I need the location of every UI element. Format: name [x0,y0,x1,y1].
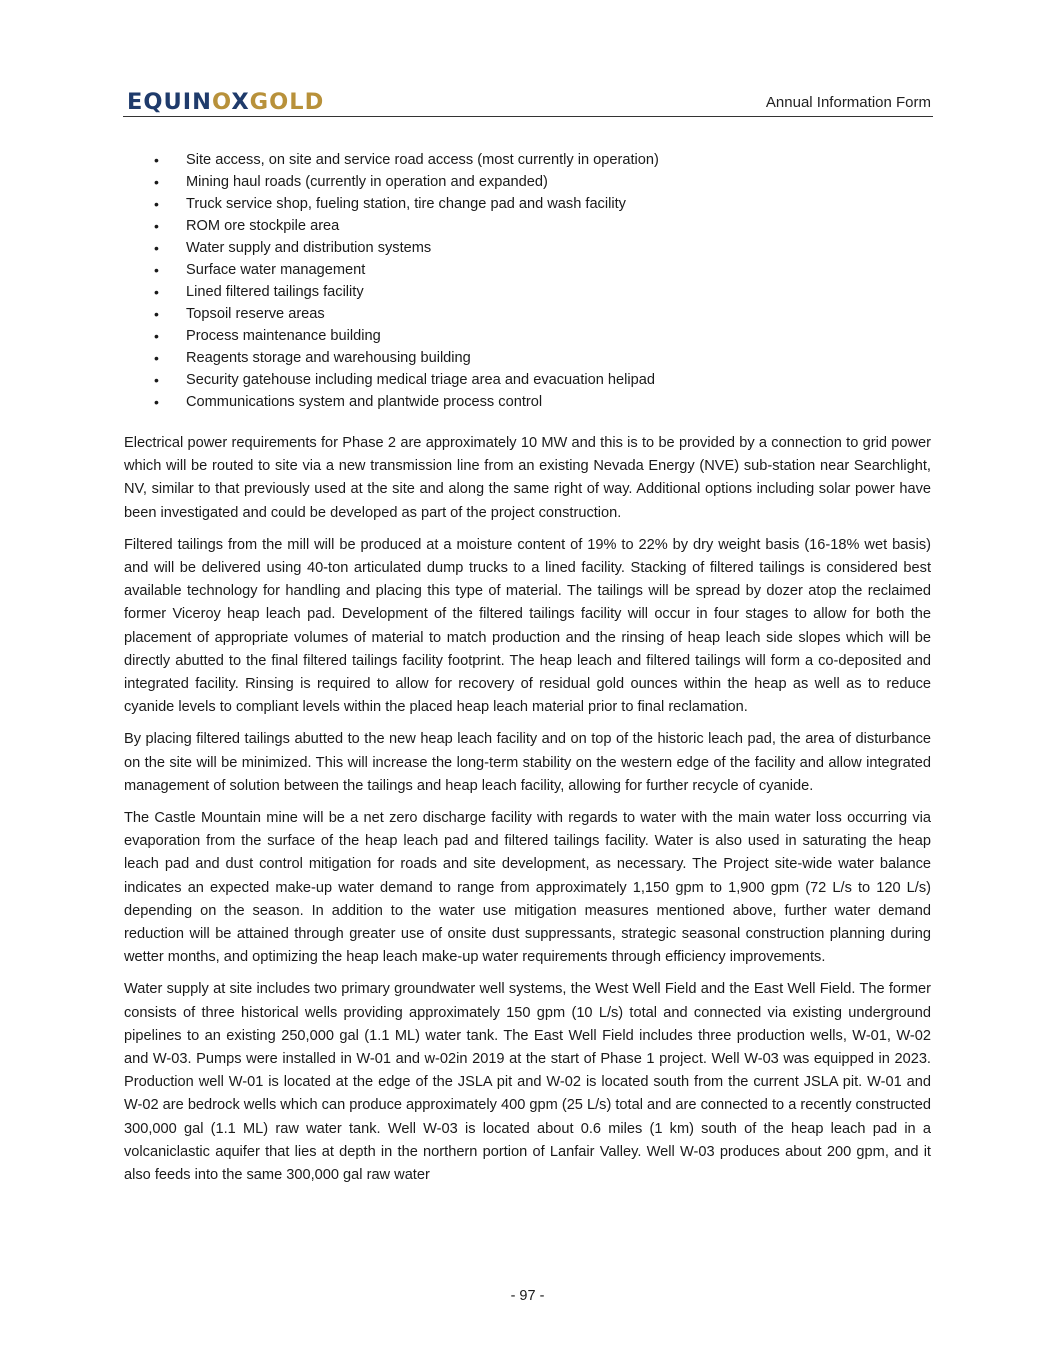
bullet-item: • Water supply and distribution systems [154,237,914,259]
bullet-item: • Communications system and plantwide process control [154,391,914,413]
logo-text-o: O [211,89,232,115]
bullet-item: • Topsoil reserve areas [154,303,914,325]
equinox-gold-logo [127,89,324,115]
bullet-item: • Surface water management [154,259,914,281]
paragraph-electrical-power: Electrical power requirements for Phase 2 are approximately 10 MW and this is to be provided by a connection to grid power which will be routed to site via a new transmission line from an existing Nevada Energy (NVE) sub-station near Searchlight, NV, similar to that previously used at the site and along the same right of way. Additional options including solar power have been investigated and could be developed as part of the project construction. [124,435,931,521]
logo-text-gold: GOLD [249,89,325,115]
bullet-item: • Mining haul roads (currently in operation and expanded) [154,171,914,193]
bullet-item: • ROM ore stockpile area [154,215,914,237]
infrastructure-bullet-list [154,149,914,413]
body-text [124,432,931,1196]
paragraph-water-balance: The Castle Mountain mine will be a net zero discharge facility with regards to water with the main water loss occurring via evaporation from the surface of the heap leach pad and filtered tailings facility. Water is also used in saturating the heap leach pad and dust control mitigation for roads and site development, as necessary. The Project site-wide water balance indicates an expected make-up water demand to range from approximately 1,150 gpm to 1,900 gpm (72 L/s to 120 L/s) depending on the season. In addition to the water use mitigation measures mentioned above, further water demand reduction will be attained through greater use of onsite dust suppressants, strategic seasonal construction planning during wetter months, and optimizing the heap leach make-up water requirements through efficiency improvements. [124,810,931,966]
page-number: - 97 - [510,1288,545,1304]
bullet-item: • Lined filtered tailings facility [154,281,914,303]
paragraph-water-supply: Water supply at site includes two primary groundwater well systems, the West Well Field and the East Well Field. The former consists of three historical wells providing approximately 150 gpm (10 L/s) total and connected via existing underground pipelines to an existing 250,000 gal (1.1 ML) water tank. The East Well Field includes three production wells, W-01, W-02 and W-03. Pumps were installed in W-01 and w-02in 2019 at the start of Phase 1 project. Well W-03 was equipped in 2023. Production well W-01 is located at the edge of the JSLA pit and W-02 is located south from the current JSLA pit. W-01 and W-02 are bedrock wells which can produce approximately 400 gpm (25 L/s) total and are connected to a recently constructed 300,000 gal (1.1 ML) raw water tank. Well W-03 is located about 0.6 miles (1 km) south of the heap leach pad in a volcaniclastic aquifer that lies at depth in the northern portion of Lanfair Valley. Well W-03 produces about 200 gpm, and it also feeds into the same 300,000 gal raw water [124,981,931,1184]
bullet-item: • Site access, on site and service road access (most currently in operation) [154,149,914,171]
bullet-item: • Security gatehouse including medical triage area and evacuation helipad [154,369,914,391]
document-title: Annual Information Form [765,94,931,111]
logo-text-equin: EQUIN [127,89,212,115]
logo-text-x: X [231,89,250,115]
bullet-item: • Process maintenance building [154,325,914,347]
bullet-item: • Reagents storage and warehousing building [154,347,914,369]
paragraph-tailings-placement: By placing filtered tailings abutted to the new heap leach facility and on top of the historic leach pad, the area of disturbance on the site will be minimized. This will increase the long-term stability on the western edge of the facility and allow integrated management of solution between the tailings and heap leach facility, allowing for further recycle of cyanide. [124,731,931,794]
bullet-item: • Truck service shop, fueling station, tire change pad and wash facility [154,193,914,215]
page-header [123,88,933,117]
paragraph-filtered-tailings: Filtered tailings from the mill will be produced at a moisture content of 19% to 22% by dry weight basis (16-18% wet basis) and will be delivered using 40-ton articulated dump trucks to a lined facility. Stacking of filtered tailings is considered best available technology for handling and placing this type of material. The tailings will be spread by dozer atop the reclaimed former Viceroy heap leach pad. Development of the filtered tailings facility will occur in four stages to allow for both the placement of appropriate volumes of material to match production and the rinsing of heap leach side slopes which will be directly abutted to the final filtered tailings facility footprint. The heap leach and filtered tailings will form a co-deposited and integrated facility. Rinsing is required to allow for recovery of residual gold ounces within the heap as well as to reduce cyanide levels to compliant levels within the placed heap leach material prior to final reclamation. [124,536,931,716]
